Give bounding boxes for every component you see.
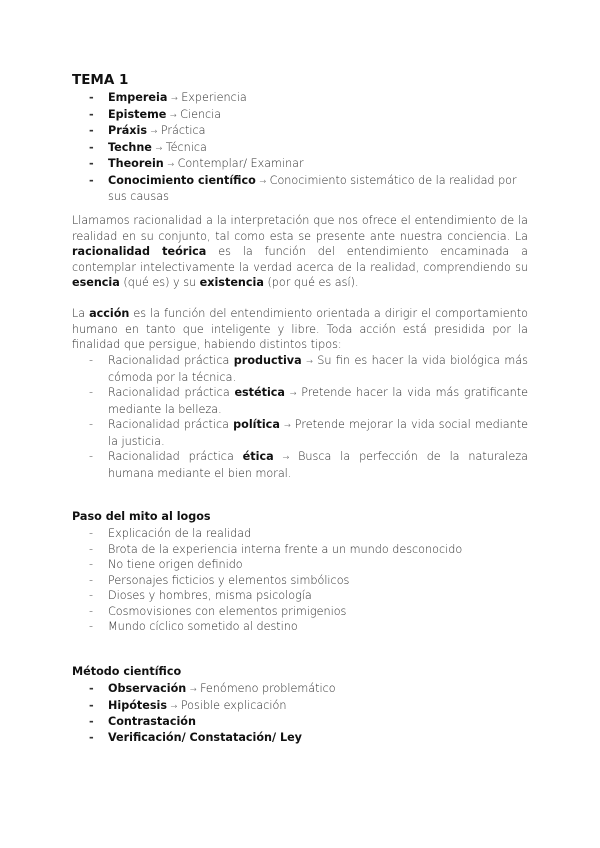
- type-description: Busca la perfección de la naturaleza humana mediante el bien moral.: [108, 450, 529, 480]
- bullet-dash: -: [89, 140, 94, 154]
- type-description: Pretende hacer la vida más gratificante mediante la belleza.: [108, 386, 529, 416]
- bold-term: acción: [89, 307, 130, 320]
- list-item: [72, 123, 528, 140]
- term-label: Práxis: [108, 124, 147, 137]
- term-meaning: Contemplar/ Examinar: [177, 157, 304, 170]
- arrow-icon: →: [169, 110, 177, 120]
- type-description: Pretende mejorar la vida social mediante la justicia.: [108, 418, 529, 448]
- list-item: [72, 604, 528, 620]
- bullet-dash: -: [89, 573, 94, 587]
- terms-list: [72, 90, 528, 205]
- paragraph-text: La: [72, 307, 90, 320]
- list-item: [72, 542, 528, 558]
- list-item: [72, 90, 528, 107]
- term-label: Conocimiento científico: [108, 173, 256, 187]
- type-label: productiva: [233, 354, 302, 367]
- term-meaning: Experiencia: [181, 91, 247, 104]
- term-meaning: Técnica: [165, 140, 207, 154]
- paragraph-text: es la función del entendimiento encaminada a contemplar intelectivamente la verdad acerca de la realidad, comprendiendo su: [72, 245, 528, 274]
- bold-term: racionalidad teórica: [72, 245, 207, 258]
- metodo-heading: Método científico: [72, 665, 182, 678]
- arrow-icon: →: [170, 701, 178, 711]
- list-item: [72, 619, 528, 635]
- list-item-text: Brota de la experiencia interna frente a un mundo desconocido: [108, 542, 463, 556]
- list-item: [72, 353, 528, 385]
- list-item-text: No tiene origen definido: [108, 558, 243, 571]
- bullet-dash: -: [89, 418, 94, 431]
- mito-list: [72, 526, 528, 635]
- term-label: Episteme: [108, 107, 167, 121]
- list-item: [72, 140, 528, 157]
- arrow-icon: →: [170, 94, 178, 103]
- bold-term: esencia: [72, 276, 120, 289]
- term-label: Theorein: [108, 157, 164, 170]
- step-label: Hipótesis: [108, 698, 167, 712]
- list-item-text: Mundo cíclico sometido al destino: [108, 620, 298, 633]
- paragraph-text: (por qué es así).: [263, 276, 359, 289]
- racionalidad-types-list: [72, 353, 528, 481]
- list-item: [72, 681, 528, 698]
- arrow-icon: →: [167, 160, 175, 169]
- type-prefix: Racionalidad práctica: [108, 450, 243, 463]
- bullet-dash: -: [89, 450, 94, 463]
- list-item: [72, 417, 528, 449]
- page-title: TEMA 1: [72, 72, 129, 88]
- paragraph-text: es la función del entendimiento orientada a dirigir el comportamiento humano en tanto que inteligente y libre. Toda acción está presidida por la finalidad que persigue, habiendo distintos tipos:: [72, 307, 528, 351]
- step-label: Contrastación: [108, 715, 196, 728]
- type-prefix: Racionalidad práctica: [108, 386, 235, 399]
- step-meaning: Posible explicación: [180, 698, 287, 712]
- arrow-icon: →: [282, 453, 290, 462]
- bullet-dash: -: [89, 604, 94, 618]
- bold-term: existencia: [199, 276, 264, 289]
- list-item: [72, 714, 528, 730]
- bullet-dash: -: [89, 730, 94, 744]
- mito-heading: Paso del mito al logos: [72, 510, 211, 523]
- list-item: [72, 573, 528, 589]
- step-label: Verificación/ Constatación/ Ley: [108, 730, 302, 744]
- arrow-icon: →: [150, 127, 158, 136]
- list-item: [72, 385, 528, 417]
- bullet-dash: -: [89, 107, 94, 121]
- bullet-dash: -: [89, 542, 94, 556]
- type-label: ética: [242, 450, 274, 463]
- arrow-icon: →: [306, 357, 313, 366]
- term-label: Empereia: [108, 91, 168, 104]
- bullet-dash: -: [89, 620, 94, 633]
- arrow-icon: →: [259, 176, 267, 186]
- accion-paragraph: [72, 306, 528, 353]
- list-item-text: Explicación de la realidad: [108, 527, 252, 540]
- bullet-dash: -: [89, 527, 94, 540]
- list-item: [72, 698, 528, 715]
- arrow-icon: →: [189, 685, 197, 694]
- bullet-dash: -: [89, 386, 94, 399]
- type-prefix: Racionalidad práctica: [108, 354, 234, 367]
- bullet-dash: -: [89, 589, 94, 602]
- list-item-text: Cosmovisiones con elementos primigenios: [108, 604, 347, 618]
- bullet-dash: -: [89, 124, 94, 137]
- bullet-dash: -: [89, 157, 94, 170]
- list-item: [72, 449, 528, 481]
- list-item-text: Personajes ficticios y elementos simbólicos: [108, 573, 350, 587]
- list-item: [72, 173, 528, 205]
- step-label: Observación: [108, 682, 187, 695]
- term-meaning: Conocimiento sistemático de la realidad por sus causas: [108, 173, 517, 203]
- paragraph-text: Llamamos racionalidad a la interpretación que nos ofrece el entendimiento de la realidad en su conjunto, tal como esta se presente ante nuestra conciencia. La: [72, 214, 528, 243]
- metodo-list: [72, 681, 528, 745]
- arrow-icon: →: [283, 421, 291, 430]
- arrow-icon: →: [155, 143, 163, 153]
- bullet-dash: -: [89, 558, 94, 571]
- bullet-dash: -: [89, 354, 94, 367]
- term-label: Techne: [108, 140, 152, 154]
- bullet-dash: -: [89, 173, 94, 187]
- term-meaning: Práctica: [160, 124, 206, 137]
- racionalidad-paragraph: [72, 213, 528, 291]
- list-item: [72, 557, 528, 573]
- type-label: estética: [234, 386, 285, 399]
- bullet-dash: -: [89, 91, 94, 104]
- bullet-dash: -: [89, 715, 94, 728]
- term-meaning: Ciencia: [180, 107, 222, 121]
- list-item: [72, 730, 528, 746]
- list-item: [72, 526, 528, 542]
- type-description: Su fin es hacer la vida biológica más cómoda por la técnica.: [108, 354, 529, 384]
- list-item: [72, 156, 528, 173]
- step-meaning: Fenómeno problemático: [200, 682, 336, 695]
- paragraph-text: (qué es) y su: [119, 276, 200, 289]
- arrow-icon: →: [289, 389, 297, 398]
- list-item: [72, 588, 528, 604]
- type-label: política: [233, 418, 280, 431]
- type-prefix: Racionalidad práctica: [108, 418, 234, 431]
- bullet-dash: -: [89, 698, 94, 712]
- list-item-text: Dioses y hombres, misma psicología: [108, 589, 312, 602]
- list-item: [72, 107, 528, 124]
- bullet-dash: -: [89, 682, 94, 695]
